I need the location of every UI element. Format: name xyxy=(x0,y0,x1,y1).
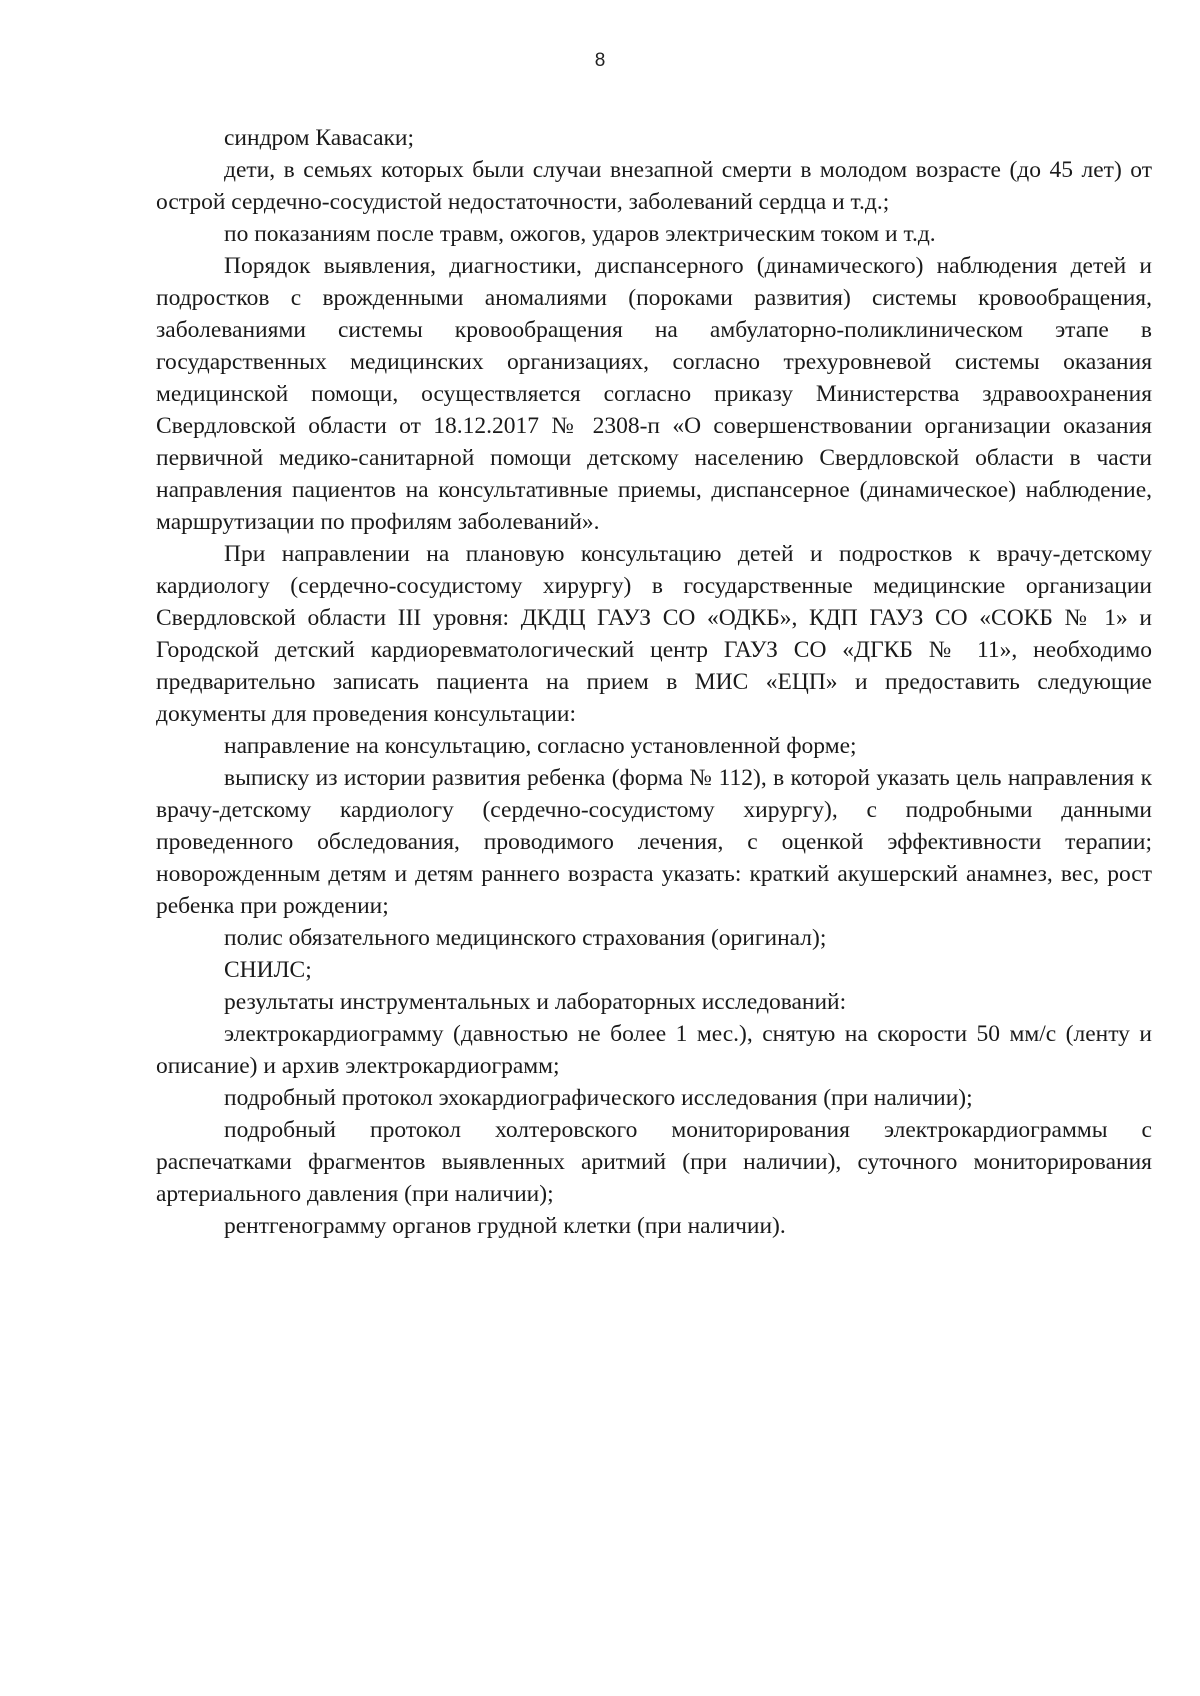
list-item-referral-form: направление на консультацию, согласно установленной форме; xyxy=(224,733,857,759)
list-item-medical-extract: выписку из истории развития ребенка (форма № 112), в которой указать цель направления к врачу-детскому кардиологу (сердечно-сосудистому хирургу), с подробными данными проведенного обследования, проводимого лечения, с оценкой эффективности терапии; новорожденным детям и детям раннего возраста указать: краткий акушерский анамнез, вес, рост ребенка при рождении; xyxy=(156,765,1152,919)
document-body xyxy=(156,122,1152,1242)
paragraph-referral: При направлении на плановую консультацию детей и подростков к врачу-детскому кардиологу (сердечно-сосудистому хирургу) в государственные медицинские организации Свердловской области III уровня: ДКДЦ ГАУЗ СО «ОДКБ», КДП ГАУЗ СО «СОКБ № 1» и Городской детский кардиоревматологический центр ГАУЗ СО «ДГКБ № 11», необходимо предварительно записать пациента на прием в МИС «ЕЦП» и предоставить следующие документы для проведения консультации: xyxy=(156,541,1152,727)
paragraph-family-history: дети, в семьях которых были случаи внезапной смерти в молодом возрасте (до 45 лет) от острой сердечно-сосудистой недостаточности, заболеваний сердца и т.д.; xyxy=(156,157,1152,215)
list-item-insurance-policy: полис обязательного медицинского страхования (оригинал); xyxy=(224,925,827,951)
paragraph-procedure: Порядок выявления, диагностики, диспансерного (динамического) наблюдения детей и подростков с врожденными аномалиями (пороками развития) системы кровообращения, заболеваниями системы кровообращения на амбулаторно-поликлиническом этапе в государственных медицинских организациях, согласно трехуровневой системы оказания медицинской помощи, осуществляется согласно приказу Министерства здравоохранения Свердловской области от 18.12.2017 № 2308-п «О совершенствовании организации оказания первичной медико-санитарной помощи детскому населению Свердловской области в части направления пациентов на консультативные приемы, диспансерное (динамическое) наблюдение, маршрутизации по профилям заболеваний». xyxy=(156,253,1152,535)
list-item-echo: подробный протокол эхокардиографического исследования (при наличии); xyxy=(224,1085,973,1111)
list-item-snils: СНИЛС; xyxy=(224,957,312,983)
paragraph-trauma: по показаниям после травм, ожогов, ударов электрическим током и т.д. xyxy=(224,221,936,247)
list-item-xray: рентгенограмму органов грудной клетки (при наличии). xyxy=(224,1213,786,1239)
paragraph-kawasaki: синдром Кавасаки; xyxy=(224,125,415,151)
list-item-holter: подробный протокол холтеровского мониторирования электрокардиограммы с распечатками фрагментов выявленных аритмий (при наличии), суточного мониторирования артериального давления (при наличии); xyxy=(156,1117,1152,1207)
list-item-test-results: результаты инструментальных и лабораторных исследований: xyxy=(224,989,847,1015)
page-number: 8 xyxy=(594,50,606,71)
list-item-ecg: электрокардиограмму (давностью не более 1 мес.), снятую на скорости 50 мм/с (ленту и описание) и архив электрокардиограмм; xyxy=(156,1021,1152,1079)
